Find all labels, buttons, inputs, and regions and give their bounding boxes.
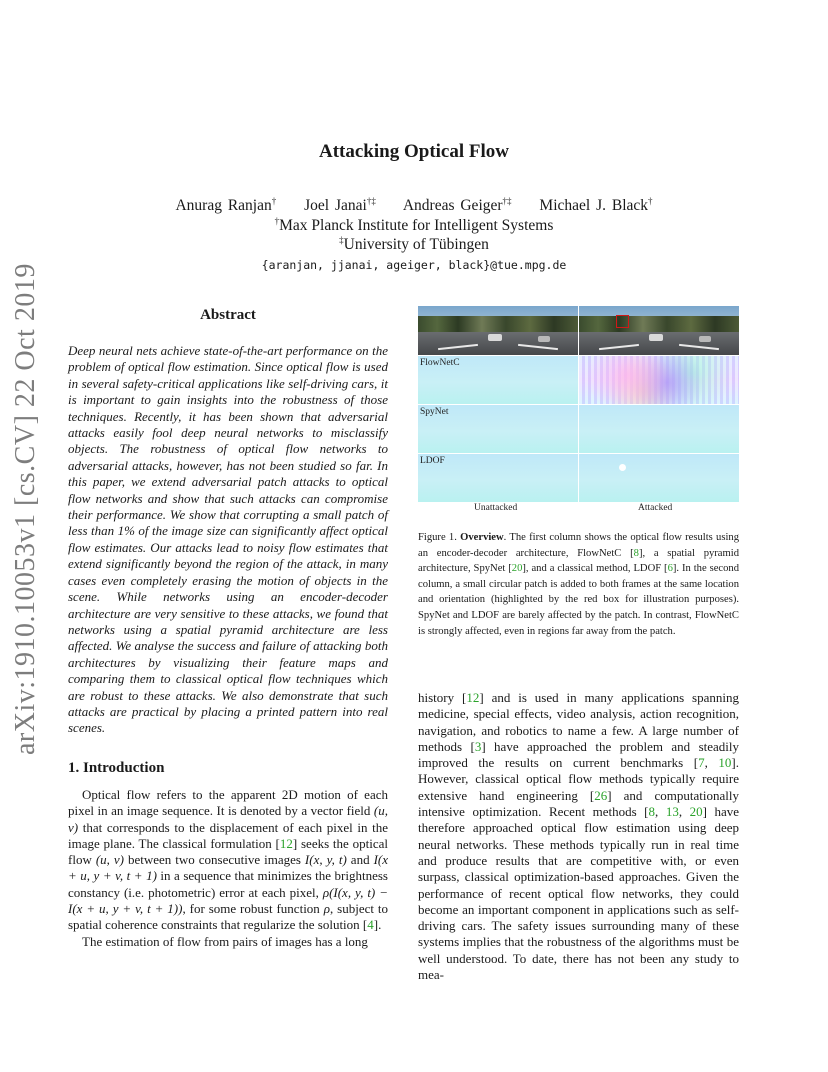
paragraph [68,787,388,934]
text: ] seeks the optical flow [68,835,388,868]
text: ]. [373,917,382,933]
math: I(x, y, t) [304,852,347,868]
citation-link[interactable]: 6 [667,563,673,575]
text: Optical flow refers to the apparent 2D motion of each pixel in an image sequence. It is denoted by a vector field [68,787,388,819]
author-list [0,196,828,215]
paragraph [418,690,739,983]
paper-title: Attacking Optical Flow [319,141,509,162]
text: that corresponds to the displacement of each pixel in the image plane. The classical formulation [ [68,819,388,851]
caption-text: ], and a classical method, LDOF [ [522,563,668,575]
affiliation-mark: † [274,216,280,226]
author-mark: † [271,196,277,206]
math: I(x + u, y + v, t + 1) [68,852,388,884]
caption-text: . The first column shows the optical flow results using an encoder-decoder architecture, FlowNetC [ [418,532,739,559]
citation-link[interactable]: 20 [511,563,523,575]
citation-link[interactable]: 4 [367,917,374,933]
citation-link[interactable]: 8 [648,804,656,820]
caption-prefix: Figure 1. [418,532,457,543]
citation-link[interactable]: 13 [665,804,679,820]
row-label: LDOF [420,456,445,466]
text: in a sequence that minimizes the brightness constancy (i.e. photometric) error at each pixel, [68,868,388,900]
figure-caption [418,530,739,639]
arxiv-identifier: arXiv:1910.10053v1 [cs.CV] 22 Oct 2019 [10,263,41,755]
road-frame-image [418,306,578,355]
text: , [704,755,719,771]
text: between two consecutive images [124,852,305,868]
text: ] and computationally intensive optimization. Recent methods [ [418,787,739,820]
patch-dot [619,464,626,471]
abstract-text: Deep neural nets achieve state-of-the-art performance on the problem of optical flow estimation. Since optical flow is used in several safety-critical applications like self-driving cars, it is important to gain insights into the robustness of those techniques. Recently, it has been shown that adversarial attacks easily fool deep neural networks to misclassify objects. The robustness of optical flow networks to adversarial attacks, however, has not been studied so far. In this paper, we extend adversarial patch attacks to optical flow networks and show that such attacks can compromise their performance. We show that corrupting a small patch of less than 1% of the image size can significantly affect optical flow estimates. Our attacks lead to noisy flow estimates that extend significantly beyond the region of the attack, in many cases even completely erasing the motion of objects in the scene. While networks using an encoder-decoder architecture are very sensitive to these attacks, we found that networks using a spatial pyramid architecture are less affected. We analyse the success and failure of attacking both architectures by visualizing their feature maps and comparing them to classical optical flow techniques which are robust to these attacks. We also demonstrate that such attacks are practical by placing a printed pattern into real scenes. [68,343,388,736]
citation-link[interactable]: 7 [698,755,705,771]
text: ] have approached the problem and steadily improved the results on current benchmarks [ [418,738,740,771]
text: history [ [418,690,467,705]
citation-link[interactable]: 12 [279,835,293,851]
text: , [678,804,690,820]
text: ]. However, classical optical flow methods typically require extensive hand engineering [ [418,755,739,803]
flow-map [579,454,739,502]
affiliation-name: Max Planck Institute for Intelligent Systems [279,217,554,234]
figure-1 [418,306,739,513]
caption-bold: Overview [460,532,504,543]
author-name: Joel Janai [304,197,367,214]
affiliation [0,216,828,235]
citation-link[interactable]: 8 [633,547,639,559]
affiliation-name: University of Tübingen [343,236,489,253]
math: (u, v) [68,803,388,835]
citation-link[interactable]: 20 [689,804,703,820]
citation-link[interactable]: 12 [466,690,480,705]
text: ] have therefore approached optical flow estimation using deep neural networks. These methods typically run in real time and produce results that are competitive with, or even surpass, classical optimization-based approaches. Given the performance of recent optical flow networks, they could become an important component in applications such as self-driving cars. The safety issues surrounding many of these systems implies that the robustness of the algorithms must be well understood. To date, there has not been any study to mea- [418,804,740,983]
author-name: Anurag Ranjan [175,197,272,214]
citation-link[interactable]: 10 [718,755,732,771]
math: (u, v) [95,852,124,868]
column-label: Unattacked [474,503,518,513]
intro-right-column [418,690,739,983]
author-name: Michael J. Black [539,197,649,214]
citation-link[interactable]: 26 [594,787,608,803]
text: , [655,804,666,820]
paragraph: The estimation of flow from pairs of images has a long [82,933,368,949]
caption-text: ], a spatial pyramid architecture, SpyNet [ [418,547,739,575]
text: , for some robust function [182,901,324,917]
section-heading: 1. Introduction [68,760,165,776]
row-label: SpyNet [420,407,449,417]
author-mark: † [648,196,653,206]
row-label: FlowNetC [420,358,460,368]
patch-highlight-box [616,315,629,328]
affiliation-mark: ‡ [339,235,344,245]
text: , subject to spatial coherence constraints that regularize the solution [ [68,901,389,933]
author-mark: †‡ [366,196,376,206]
caption-text: ]. In the second column, a small circular patch is added to both frames at the same location and orientation (highlighted by the red box for illustration purposes). SpyNet and LDOF are barely affected by the patch. In contrast, FlowNetC is strongly affected, even in regions far away from the patch. [418,563,739,637]
road-frame-image-attacked [579,306,739,355]
math: ρ [323,901,330,917]
author-mark: †‡ [502,196,512,206]
author-name: Andreas Geiger [402,197,503,214]
math: ρ(I(x, y, t) − I(x + u, y + v, t + 1)) [68,884,389,917]
affiliation [0,235,828,254]
text: and [346,852,374,868]
text: ] and is used in many applications spanning medicine, special effects, video analysis, action recognition, navigation, and robotics to name a few. A large number of methods [ [418,690,739,754]
column-label: Attacked [638,503,673,513]
abstract-heading: Abstract [200,307,256,323]
intro-left-column [68,787,388,950]
author-emails: {aranjan, jjanai, ageiger, black}@tue.mpg.de [261,258,567,272]
flow-map-corrupted [579,356,739,404]
citation-link[interactable]: 3 [474,738,482,754]
flow-map [579,405,739,453]
